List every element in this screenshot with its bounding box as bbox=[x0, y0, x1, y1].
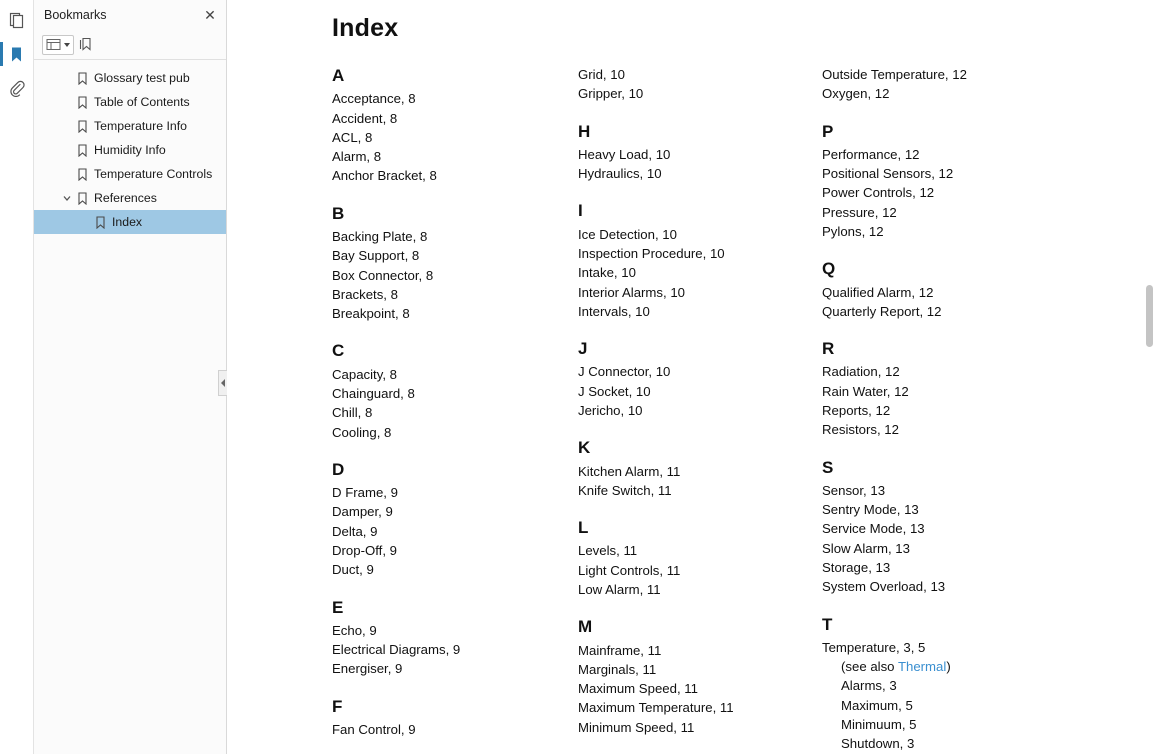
bookmarks-icon-button[interactable] bbox=[3, 40, 31, 68]
index-entry[interactable]: Rain Water, 12 bbox=[822, 383, 909, 399]
index-entry[interactable]: Slow Alarm, 13 bbox=[822, 540, 910, 556]
index-entry[interactable]: Electrical Diagrams, 9 bbox=[332, 642, 461, 658]
index-entry[interactable]: Temperature, 3, 5 bbox=[822, 639, 926, 655]
index-entry[interactable]: Maximum Temperature, 11 bbox=[578, 700, 734, 716]
index-entry[interactable]: Intake, 10 bbox=[578, 265, 636, 281]
index-letter-group bbox=[578, 338, 822, 420]
scrollbar-thumb[interactable] bbox=[1146, 285, 1153, 347]
bookmark-icon bbox=[74, 144, 90, 157]
index-letter-group bbox=[332, 459, 578, 580]
index-entry[interactable]: Bay Support, 8 bbox=[332, 248, 420, 264]
bookmarks-toolbar bbox=[34, 30, 226, 60]
index-entry[interactable]: Storage, 13 bbox=[822, 560, 891, 576]
pages-icon-button[interactable] bbox=[3, 6, 31, 34]
bookmark-item-label: Temperature Info bbox=[94, 119, 187, 133]
index-entry[interactable]: D Frame, 9 bbox=[332, 485, 398, 501]
panel-collapse-handle[interactable] bbox=[218, 370, 227, 396]
index-entry[interactable]: System Overload, 13 bbox=[822, 579, 946, 595]
bookmarks-panel bbox=[34, 0, 227, 754]
bookmark-list-options-button[interactable] bbox=[42, 35, 74, 55]
index-entry[interactable]: Intervals, 10 bbox=[578, 303, 650, 319]
index-letter-heading: L bbox=[578, 518, 589, 538]
pages-icon bbox=[8, 12, 25, 29]
index-letter-group bbox=[822, 65, 1068, 104]
index-letter-heading: S bbox=[822, 457, 834, 477]
index-column bbox=[822, 65, 1068, 754]
attachments-icon-button[interactable] bbox=[3, 74, 31, 102]
index-entry[interactable] bbox=[822, 657, 1068, 676]
bookmark-item-label: Temperature Controls bbox=[94, 167, 213, 181]
bookmark-item-label: Index bbox=[112, 215, 143, 229]
index-entry[interactable]: Positional Sensors, 12 bbox=[822, 166, 954, 182]
index-letter-group bbox=[822, 258, 1068, 321]
bookmark-item[interactable] bbox=[34, 66, 226, 90]
bookmark-item-label: References bbox=[94, 191, 157, 205]
bookmark-item-label: Table of Contents bbox=[94, 95, 190, 109]
bookmark-item[interactable] bbox=[34, 138, 226, 162]
bookmark-item[interactable] bbox=[34, 186, 226, 210]
index-entry[interactable]: Echo, 9 bbox=[332, 622, 377, 638]
index-entry[interactable]: Pylons, 12 bbox=[822, 224, 884, 240]
index-entry[interactable]: Minimuum, 5 bbox=[841, 717, 917, 733]
bookmarks-tree bbox=[34, 60, 226, 754]
index-letter-heading: R bbox=[822, 339, 835, 359]
index-entry[interactable]: Chill, 8 bbox=[332, 405, 373, 421]
index-entry[interactable]: Anchor Bracket, 8 bbox=[332, 168, 437, 184]
index-entry[interactable]: J Connector, 10 bbox=[578, 364, 671, 380]
index-entry[interactable]: Fan Control, 9 bbox=[332, 722, 416, 738]
index-entry[interactable]: ACL, 8 bbox=[332, 129, 373, 145]
index-entry[interactable]: Resistors, 12 bbox=[822, 422, 899, 438]
bookmark-item[interactable] bbox=[34, 210, 226, 234]
index-entry[interactable]: Duct, 9 bbox=[332, 562, 374, 578]
cross-reference-link[interactable]: Thermal bbox=[897, 659, 947, 675]
index-letter-group bbox=[578, 121, 822, 184]
index-entry[interactable]: Damper, 9 bbox=[332, 504, 393, 520]
index-letter-heading: M bbox=[578, 617, 593, 637]
index-entry[interactable]: Heavy Load, 10 bbox=[578, 146, 671, 162]
index-entry[interactable]: Inspection Procedure, 10 bbox=[578, 245, 725, 261]
index-entry[interactable]: Radiation, 12 bbox=[822, 364, 900, 380]
index-letter-group bbox=[578, 65, 822, 104]
index-entry[interactable]: Cooling, 8 bbox=[332, 424, 392, 440]
index-letter-group bbox=[822, 338, 1068, 439]
expand-bookmarks-icon bbox=[79, 37, 95, 52]
index-entry[interactable]: Kitchen Alarm, 11 bbox=[578, 463, 681, 479]
index-letter-group bbox=[332, 65, 578, 186]
index-letter-group bbox=[578, 437, 822, 500]
index-letter-heading: H bbox=[578, 121, 591, 141]
paperclip-icon bbox=[9, 80, 25, 97]
chevron-down-icon bbox=[64, 43, 70, 47]
index-entry[interactable]: Delta, 9 bbox=[332, 523, 378, 539]
index-letter-heading: Q bbox=[822, 259, 836, 279]
index-entry[interactable]: J Socket, 10 bbox=[578, 383, 651, 399]
index-entry[interactable]: Power Controls, 12 bbox=[822, 185, 935, 201]
index-letter-heading: T bbox=[822, 614, 833, 634]
index-entry[interactable]: Maximum Speed, 11 bbox=[578, 681, 698, 697]
pdf-page bbox=[227, 0, 1154, 754]
document-viewer bbox=[227, 0, 1154, 754]
index-entry[interactable]: Reports, 12 bbox=[822, 403, 891, 419]
index-entry[interactable]: Levels, 11 bbox=[578, 543, 638, 559]
index-entry[interactable]: Accident, 8 bbox=[332, 110, 398, 126]
bookmark-icon bbox=[92, 216, 108, 229]
index-entry[interactable]: Oxygen, 12 bbox=[822, 86, 890, 102]
index-entry[interactable]: Sensor, 13 bbox=[822, 482, 886, 498]
chevron-left-icon bbox=[221, 379, 225, 387]
chevron-down-icon[interactable] bbox=[60, 193, 74, 203]
index-entry[interactable]: Minimum Speed, 11 bbox=[578, 719, 695, 735]
index-entry[interactable]: Brackets, 8 bbox=[332, 286, 398, 302]
expand-bookmarks-button[interactable] bbox=[76, 35, 98, 55]
bookmark-icon bbox=[74, 72, 90, 85]
sidebar-icon-rail bbox=[0, 0, 34, 754]
index-letter-group bbox=[578, 517, 822, 599]
index-letter-group bbox=[332, 340, 578, 441]
index-entry[interactable]: Interior Alarms, 10 bbox=[578, 284, 686, 300]
index-column bbox=[332, 65, 578, 754]
page-title: Index bbox=[332, 14, 399, 42]
index-letter-heading: P bbox=[822, 121, 834, 141]
index-entry[interactable]: Energiser, 9 bbox=[332, 661, 403, 677]
index-entry-text-after: ) bbox=[946, 659, 951, 675]
index-entry[interactable]: Outside Temperature, 12 bbox=[822, 67, 967, 82]
index-entry[interactable]: Box Connector, 8 bbox=[332, 267, 434, 283]
index-entry[interactable]: Pressure, 12 bbox=[822, 204, 897, 220]
index-entry[interactable]: Light Controls, 11 bbox=[578, 562, 681, 578]
index-letter-heading: C bbox=[332, 341, 345, 361]
bookmark-item-label: Glossary test pub bbox=[94, 71, 190, 85]
index-entry[interactable]: Drop-Off, 9 bbox=[332, 543, 397, 559]
bookmark-item[interactable] bbox=[34, 114, 226, 138]
index-entry[interactable]: Alarms, 3 bbox=[841, 678, 897, 694]
index-entry[interactable]: Acceptance, 8 bbox=[332, 91, 416, 107]
index-entry[interactable]: Chainguard, 8 bbox=[332, 386, 415, 402]
index-letter-group bbox=[332, 203, 578, 324]
bookmark-icon bbox=[74, 192, 90, 205]
index-letter-heading: A bbox=[332, 66, 345, 85]
bookmark-icon bbox=[74, 168, 90, 181]
index-letter-heading: B bbox=[332, 203, 345, 223]
vertical-scrollbar[interactable] bbox=[1145, 0, 1154, 754]
index-letter-group bbox=[822, 121, 1068, 242]
index-entry[interactable]: Gripper, 10 bbox=[578, 86, 644, 102]
index-letter-heading: E bbox=[332, 597, 344, 617]
bookmarks-panel-header bbox=[34, 0, 226, 30]
index-entry[interactable]: Quarterly Report, 12 bbox=[822, 303, 942, 319]
index-entry[interactable]: Grid, 10 bbox=[578, 67, 625, 82]
bookmark-icon bbox=[74, 120, 90, 133]
bookmark-item[interactable] bbox=[34, 90, 226, 114]
index-entry-text: (see also bbox=[841, 659, 898, 675]
index-letter-group bbox=[822, 614, 1068, 754]
index-entry[interactable]: Marginals, 11 bbox=[578, 661, 657, 677]
bookmarks-panel-title: Bookmarks bbox=[44, 8, 107, 22]
index-entry[interactable]: Hydraulics, 10 bbox=[578, 166, 662, 182]
index-entry[interactable]: Qualified Alarm, 12 bbox=[822, 284, 934, 300]
index-entry[interactable]: Mainframe, 11 bbox=[578, 642, 662, 658]
index-letter-heading: D bbox=[332, 459, 345, 479]
index-entry[interactable]: Breakpoint, 8 bbox=[332, 306, 410, 322]
index-entry[interactable]: Maximum, 5 bbox=[841, 697, 913, 713]
index-letter-group bbox=[578, 616, 822, 737]
close-icon[interactable]: ✕ bbox=[204, 7, 216, 23]
bookmark-item[interactable] bbox=[34, 162, 226, 186]
index-letter-heading: F bbox=[332, 696, 343, 716]
index-letter-heading: K bbox=[578, 438, 591, 458]
index-entry[interactable]: Knife Switch, 11 bbox=[578, 482, 672, 498]
index-letter-heading: J bbox=[578, 339, 588, 359]
index-entry[interactable]: Jericho, 10 bbox=[578, 403, 643, 419]
index-columns bbox=[332, 65, 1114, 754]
index-letter-heading: I bbox=[578, 201, 583, 221]
index-entry[interactable]: Alarm, 8 bbox=[332, 149, 382, 165]
index-entry[interactable]: Capacity, 8 bbox=[332, 366, 397, 382]
index-column bbox=[578, 65, 822, 754]
index-entry[interactable]: Performance, 12 bbox=[822, 146, 920, 162]
index-letter-group bbox=[822, 457, 1068, 597]
index-entry[interactable]: Shutdown, 3 bbox=[841, 736, 915, 752]
index-letter-group bbox=[332, 597, 578, 679]
bookmark-item-label: Humidity Info bbox=[94, 143, 166, 157]
bookmark-icon bbox=[9, 46, 24, 63]
index-entry[interactable]: Sentry Mode, 13 bbox=[822, 502, 919, 518]
list-view-icon bbox=[46, 38, 61, 51]
index-entry[interactable]: Ice Detection, 10 bbox=[578, 226, 677, 242]
index-entry[interactable]: Low Alarm, 11 bbox=[578, 582, 661, 597]
index-entry[interactable]: Service Mode, 13 bbox=[822, 521, 925, 537]
bookmark-icon bbox=[74, 96, 90, 109]
index-letter-group bbox=[578, 200, 822, 321]
index-entry[interactable]: Backing Plate, 8 bbox=[332, 228, 428, 244]
index-letter-group bbox=[332, 696, 578, 740]
